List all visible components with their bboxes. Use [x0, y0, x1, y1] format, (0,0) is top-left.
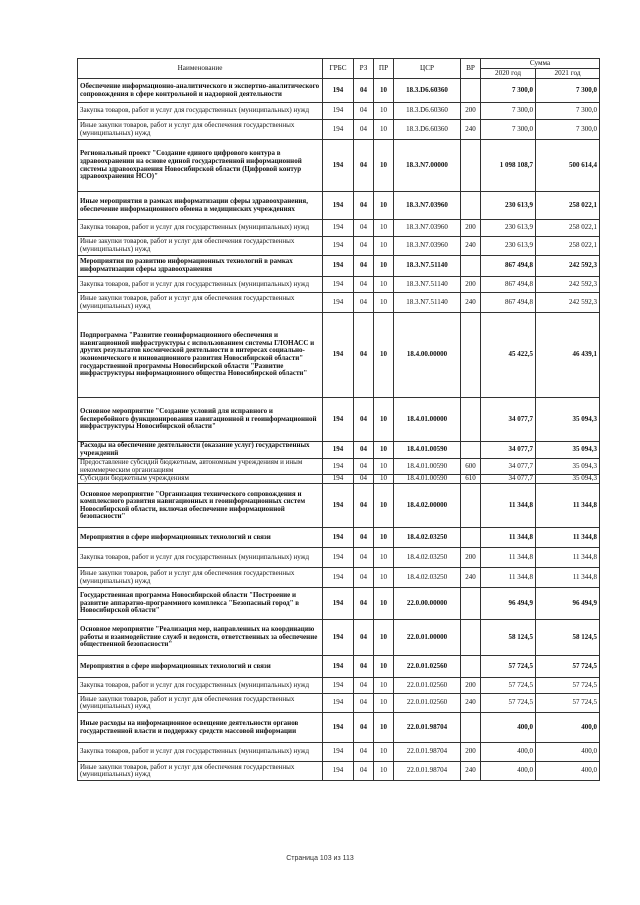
table-row — [78, 103, 600, 120]
cell-rz: 04 — [354, 694, 374, 713]
cell-vr: 240 — [461, 237, 481, 256]
cell-rz: 04 — [354, 568, 374, 588]
cell-grbs: 194 — [323, 398, 354, 442]
cell-grbs: 194 — [323, 120, 354, 140]
cell-vr — [461, 620, 481, 656]
cell-vr: 200 — [461, 103, 481, 120]
cell-2020: 230 613,9 — [481, 220, 536, 237]
cell-pr: 10 — [374, 442, 394, 459]
table-row — [78, 398, 600, 442]
cell-2021: 46 439,1 — [536, 313, 600, 398]
cell-rz: 04 — [354, 620, 374, 656]
cell-pr: 10 — [374, 588, 394, 620]
table-row — [78, 678, 600, 694]
cell-rz: 04 — [354, 293, 374, 313]
cell-pr: 10 — [374, 484, 394, 528]
cell-vr: 200 — [461, 220, 481, 237]
cell-2021: 242 592,3 — [536, 256, 600, 277]
cell-vr — [461, 528, 481, 548]
cell-pr: 10 — [374, 528, 394, 548]
cell-grbs: 194 — [323, 548, 354, 568]
cell-vr — [461, 588, 481, 620]
cell-csr: 18.4.01.00590 — [394, 459, 461, 475]
cell-csr: 18.4.02.00000 — [394, 484, 461, 528]
cell-vr — [461, 140, 481, 192]
cell-grbs: 194 — [323, 237, 354, 256]
cell-2020: 1 098 108,7 — [481, 140, 536, 192]
cell-csr: 18.4.02.03250 — [394, 528, 461, 548]
cell-2020: 7 300,0 — [481, 120, 536, 140]
cell-name: Иные закупки товаров, работ и услуг для обеспечения государственных (муниципальных) нужд — [78, 237, 323, 256]
cell-2021: 400,0 — [536, 743, 600, 762]
cell-2020: 34 077,7 — [481, 442, 536, 459]
cell-2021: 258 022,1 — [536, 220, 600, 237]
cell-2021: 58 124,5 — [536, 620, 600, 656]
cell-2020: 34 077,7 — [481, 459, 536, 475]
table-row — [78, 588, 600, 620]
cell-name: Основное мероприятие "Реализация мер, направленных на координацию работы и взаимодействие служб и ведомств, ответственных за обеспечение общественной безопасности" — [78, 620, 323, 656]
cell-2021: 35 094,3 — [536, 398, 600, 442]
cell-2020: 96 494,9 — [481, 588, 536, 620]
cell-csr: 22.0.01.98704 — [394, 743, 461, 762]
cell-2021: 258 022,1 — [536, 237, 600, 256]
table-row — [78, 548, 600, 568]
cell-grbs: 194 — [323, 293, 354, 313]
cell-2020: 11 344,8 — [481, 568, 536, 588]
cell-pr: 10 — [374, 120, 394, 140]
table-row — [78, 220, 600, 237]
cell-csr: 22.0.01.02560 — [394, 694, 461, 713]
cell-2020: 58 124,5 — [481, 620, 536, 656]
cell-pr: 10 — [374, 762, 394, 781]
cell-grbs: 194 — [323, 694, 354, 713]
cell-2021: 35 094,3 — [536, 475, 600, 484]
cell-2021: 96 494,9 — [536, 588, 600, 620]
cell-name: Основное мероприятие "Создание условий для исправного и бесперебойного функционирования навигационной и геоинформационной инфраструктуры Новосибирской области" — [78, 398, 323, 442]
header-year-2020: 2020 год — [481, 69, 536, 79]
cell-rz: 04 — [354, 442, 374, 459]
cell-csr: 18.3.D6.60360 — [394, 79, 461, 103]
cell-grbs: 194 — [323, 79, 354, 103]
cell-csr: 18.3.N7.51140 — [394, 256, 461, 277]
cell-name: Предоставление субсидий бюджетным, автономным учреждениям и иным некоммерческим организациям — [78, 459, 323, 475]
cell-name: Обеспечение информационно-аналитического и экспертно-аналитического сопровождения в сфере контрольной и надзорной деятельности — [78, 79, 323, 103]
cell-vr — [461, 256, 481, 277]
cell-grbs: 194 — [323, 192, 354, 220]
table-row — [78, 140, 600, 192]
cell-2021: 11 344,8 — [536, 528, 600, 548]
cell-rz: 04 — [354, 656, 374, 678]
cell-name: Закупка товаров, работ и услуг для государственных (муниципальных) нужд — [78, 678, 323, 694]
cell-2020: 867 494,8 — [481, 256, 536, 277]
table-row — [78, 713, 600, 743]
table-row — [78, 475, 600, 484]
cell-vr — [461, 398, 481, 442]
cell-csr: 18.4.01.00590 — [394, 442, 461, 459]
cell-rz: 04 — [354, 548, 374, 568]
cell-vr — [461, 442, 481, 459]
page-number: Страница 103 из 113 — [286, 855, 354, 862]
cell-name: Мероприятия в сфере информационных технологий и связи — [78, 656, 323, 678]
cell-rz: 04 — [354, 313, 374, 398]
cell-2020: 57 724,5 — [481, 656, 536, 678]
cell-grbs: 194 — [323, 528, 354, 548]
cell-csr: 18.3.N7.51140 — [394, 293, 461, 313]
cell-rz: 04 — [354, 103, 374, 120]
cell-vr: 240 — [461, 293, 481, 313]
cell-pr: 10 — [374, 568, 394, 588]
cell-name: Закупка товаров, работ и услуг для государственных (муниципальных) нужд — [78, 548, 323, 568]
cell-pr: 10 — [374, 475, 394, 484]
table-row — [78, 762, 600, 781]
cell-name: Субсидии бюджетным учреждениям — [78, 475, 323, 484]
table-row — [78, 237, 600, 256]
cell-rz: 04 — [354, 484, 374, 528]
table-row — [78, 656, 600, 678]
cell-2021: 242 592,3 — [536, 293, 600, 313]
cell-grbs: 194 — [323, 220, 354, 237]
cell-vr: 610 — [461, 475, 481, 484]
cell-grbs: 194 — [323, 743, 354, 762]
header-sum: Сумма — [481, 59, 600, 69]
cell-pr: 10 — [374, 620, 394, 656]
cell-vr: 240 — [461, 568, 481, 588]
cell-csr: 22.0.01.98704 — [394, 713, 461, 743]
cell-grbs: 194 — [323, 588, 354, 620]
cell-pr: 10 — [374, 548, 394, 568]
cell-rz: 04 — [354, 192, 374, 220]
cell-name: Закупка товаров, работ и услуг для государственных (муниципальных) нужд — [78, 220, 323, 237]
header-rz: РЗ — [354, 59, 374, 79]
cell-pr: 10 — [374, 256, 394, 277]
cell-name: Расходы на обеспечение деятельности (оказание услуг) государственных учреждений — [78, 442, 323, 459]
cell-name: Региональный проект "Создание единого цифрового контура в здравоохранении на основе единой государственной информационной системы здравоохранения Новосибирской области (Цифровой контур здравоохранения НСО)" — [78, 140, 323, 192]
cell-csr: 18.4.00.00000 — [394, 313, 461, 398]
cell-csr: 18.4.02.03250 — [394, 568, 461, 588]
cell-2020: 57 724,5 — [481, 678, 536, 694]
cell-2021: 11 344,8 — [536, 484, 600, 528]
cell-2020: 400,0 — [481, 713, 536, 743]
cell-2021: 7 300,0 — [536, 120, 600, 140]
cell-csr: 18.3.N7.51140 — [394, 277, 461, 293]
cell-2021: 11 344,8 — [536, 548, 600, 568]
cell-pr: 10 — [374, 459, 394, 475]
cell-name: Государственная программа Новосибирской области "Построение и развитие аппаратно-программного комплекса "Безопасный город" в Новосибирской области" — [78, 588, 323, 620]
budget-table-body — [78, 79, 600, 781]
cell-rz: 04 — [354, 588, 374, 620]
cell-2020: 400,0 — [481, 743, 536, 762]
cell-pr: 10 — [374, 293, 394, 313]
table-row — [78, 743, 600, 762]
cell-vr: 240 — [461, 762, 481, 781]
cell-vr: 200 — [461, 548, 481, 568]
cell-2020: 7 300,0 — [481, 103, 536, 120]
cell-vr: 240 — [461, 694, 481, 713]
cell-2020: 230 613,9 — [481, 192, 536, 220]
cell-name: Иные расходы на информационное освещение деятельности органов государственной власти и поддержку средств массовой информации — [78, 713, 323, 743]
cell-vr — [461, 656, 481, 678]
cell-rz: 04 — [354, 459, 374, 475]
table-row — [78, 459, 600, 475]
cell-vr — [461, 313, 481, 398]
cell-grbs: 194 — [323, 762, 354, 781]
header-grbs: ГРБС — [323, 59, 354, 79]
cell-2020: 11 344,8 — [481, 484, 536, 528]
cell-csr: 18.4.01.00000 — [394, 398, 461, 442]
cell-2020: 11 344,8 — [481, 528, 536, 548]
cell-rz: 04 — [354, 256, 374, 277]
header-vr: ВР — [461, 59, 481, 79]
cell-2020: 7 300,0 — [481, 79, 536, 103]
cell-name: Закупка товаров, работ и услуг для государственных (муниципальных) нужд — [78, 277, 323, 293]
cell-2020: 867 494,8 — [481, 293, 536, 313]
cell-csr: 22.0.01.02560 — [394, 656, 461, 678]
cell-2020: 867 494,8 — [481, 277, 536, 293]
cell-rz: 04 — [354, 528, 374, 548]
cell-pr: 10 — [374, 277, 394, 293]
cell-2021: 400,0 — [536, 762, 600, 781]
cell-grbs: 194 — [323, 459, 354, 475]
cell-rz: 04 — [354, 220, 374, 237]
cell-rz: 04 — [354, 140, 374, 192]
header-pr: ПР — [374, 59, 394, 79]
cell-csr: 18.3.N7.03960 — [394, 220, 461, 237]
cell-rz: 04 — [354, 713, 374, 743]
cell-2021: 500 614,4 — [536, 140, 600, 192]
cell-csr: 18.3.N7.03960 — [394, 192, 461, 220]
cell-rz: 04 — [354, 743, 374, 762]
cell-vr — [461, 484, 481, 528]
cell-rz: 04 — [354, 79, 374, 103]
cell-2020: 230 613,9 — [481, 237, 536, 256]
cell-name: Иные мероприятия в рамках информатизации сферы здравоохранения, обеспечение информационного обмена в медицинских учреждениях — [78, 192, 323, 220]
cell-pr: 10 — [374, 678, 394, 694]
cell-vr: 200 — [461, 678, 481, 694]
cell-grbs: 194 — [323, 656, 354, 678]
cell-2021: 242 592,3 — [536, 277, 600, 293]
cell-rz: 04 — [354, 398, 374, 442]
cell-vr — [461, 192, 481, 220]
cell-pr: 10 — [374, 103, 394, 120]
table-row — [78, 694, 600, 713]
cell-pr: 10 — [374, 694, 394, 713]
cell-pr: 10 — [374, 79, 394, 103]
table-row — [78, 484, 600, 528]
cell-csr: 22.0.01.98704 — [394, 762, 461, 781]
cell-vr: 200 — [461, 743, 481, 762]
table-row — [78, 442, 600, 459]
cell-grbs: 194 — [323, 475, 354, 484]
cell-grbs: 194 — [323, 256, 354, 277]
cell-grbs: 194 — [323, 678, 354, 694]
cell-name: Закупка товаров, работ и услуг для государственных (муниципальных) нужд — [78, 743, 323, 762]
cell-csr: 22.0.01.02560 — [394, 678, 461, 694]
cell-rz: 04 — [354, 678, 374, 694]
cell-vr: 600 — [461, 459, 481, 475]
cell-rz: 04 — [354, 237, 374, 256]
cell-name: Подпрограмма "Развитие геоинформационного обеспечения и навигационной инфраструктуры с использованием системы ГЛОНАСС и других результатов космической деятельности в интересах социально-экономического и инновационного развития Новосибирской области" государственной программы Новосибирской области "Развитие инфраструктуры информационного общества Новосибирской области" — [78, 313, 323, 398]
budget-table — [77, 58, 600, 781]
cell-csr: 18.4.02.03250 — [394, 548, 461, 568]
table-row — [78, 313, 600, 398]
table-row — [78, 620, 600, 656]
cell-grbs: 194 — [323, 484, 354, 528]
cell-csr: 22.0.00.00000 — [394, 588, 461, 620]
cell-grbs: 194 — [323, 103, 354, 120]
cell-pr: 10 — [374, 140, 394, 192]
cell-pr: 10 — [374, 192, 394, 220]
cell-grbs: 194 — [323, 442, 354, 459]
header-year-2021: 2021 год — [536, 69, 600, 79]
table-row — [78, 277, 600, 293]
cell-pr: 10 — [374, 398, 394, 442]
cell-name: Иные закупки товаров, работ и услуг для обеспечения государственных (муниципальных) нужд — [78, 762, 323, 781]
cell-name: Закупка товаров, работ и услуг для государственных (муниципальных) нужд — [78, 103, 323, 120]
cell-vr — [461, 79, 481, 103]
cell-csr: 18.3.N7.00000 — [394, 140, 461, 192]
table-row — [78, 256, 600, 277]
cell-grbs: 194 — [323, 620, 354, 656]
cell-2021: 57 724,5 — [536, 678, 600, 694]
cell-csr: 18.3.N7.03960 — [394, 237, 461, 256]
cell-grbs: 194 — [323, 140, 354, 192]
cell-name: Иные закупки товаров, работ и услуг для обеспечения государственных (муниципальных) нужд — [78, 694, 323, 713]
cell-name: Основное мероприятие "Организация технического сопровождения и комплексного развития навигационных и геоинформационных систем Новосибирской области, включая обеспечение информационной безопасности" — [78, 484, 323, 528]
table-row — [78, 528, 600, 548]
cell-rz: 04 — [354, 762, 374, 781]
cell-2020: 400,0 — [481, 762, 536, 781]
cell-pr: 10 — [374, 656, 394, 678]
cell-name: Мероприятия по развитию информационных технологий в рамках информатизации сферы здравоохранения — [78, 256, 323, 277]
cell-grbs: 194 — [323, 313, 354, 398]
table-row — [78, 568, 600, 588]
table-row — [78, 79, 600, 103]
cell-2020: 34 077,7 — [481, 398, 536, 442]
cell-2020: 57 724,5 — [481, 694, 536, 713]
cell-2021: 57 724,5 — [536, 694, 600, 713]
cell-pr: 10 — [374, 313, 394, 398]
cell-vr — [461, 713, 481, 743]
cell-name: Иные закупки товаров, работ и услуг для обеспечения государственных (муниципальных) нужд — [78, 120, 323, 140]
cell-vr: 240 — [461, 120, 481, 140]
cell-csr: 18.4.01.00590 — [394, 475, 461, 484]
cell-pr: 10 — [374, 743, 394, 762]
table-row — [78, 192, 600, 220]
cell-grbs: 194 — [323, 713, 354, 743]
cell-pr: 10 — [374, 237, 394, 256]
header-name: Наименование — [78, 59, 323, 79]
cell-pr: 10 — [374, 220, 394, 237]
cell-rz: 04 — [354, 277, 374, 293]
cell-csr: 22.0.01.00000 — [394, 620, 461, 656]
cell-2020: 45 422,5 — [481, 313, 536, 398]
cell-2021: 7 300,0 — [536, 103, 600, 120]
cell-2021: 400,0 — [536, 713, 600, 743]
cell-csr: 18.3.D6.60360 — [394, 120, 461, 140]
header-csr: ЦСР — [394, 59, 461, 79]
cell-rz: 04 — [354, 120, 374, 140]
cell-2021: 7 300,0 — [536, 79, 600, 103]
cell-2020: 34 077,7 — [481, 475, 536, 484]
cell-name: Мероприятия в сфере информационных технологий и связи — [78, 528, 323, 548]
table-row — [78, 120, 600, 140]
cell-2020: 11 344,8 — [481, 548, 536, 568]
cell-2021: 11 344,8 — [536, 568, 600, 588]
cell-name: Иные закупки товаров, работ и услуг для обеспечения государственных (муниципальных) нужд — [78, 293, 323, 313]
table-row — [78, 293, 600, 313]
cell-2021: 57 724,5 — [536, 656, 600, 678]
cell-rz: 04 — [354, 475, 374, 484]
cell-2021: 258 022,1 — [536, 192, 600, 220]
cell-2021: 35 094,3 — [536, 442, 600, 459]
cell-csr: 18.3.D6.60360 — [394, 103, 461, 120]
cell-grbs: 194 — [323, 277, 354, 293]
cell-2021: 35 094,3 — [536, 459, 600, 475]
cell-name: Иные закупки товаров, работ и услуг для обеспечения государственных (муниципальных) нужд — [78, 568, 323, 588]
cell-pr: 10 — [374, 713, 394, 743]
cell-vr: 200 — [461, 277, 481, 293]
cell-grbs: 194 — [323, 568, 354, 588]
